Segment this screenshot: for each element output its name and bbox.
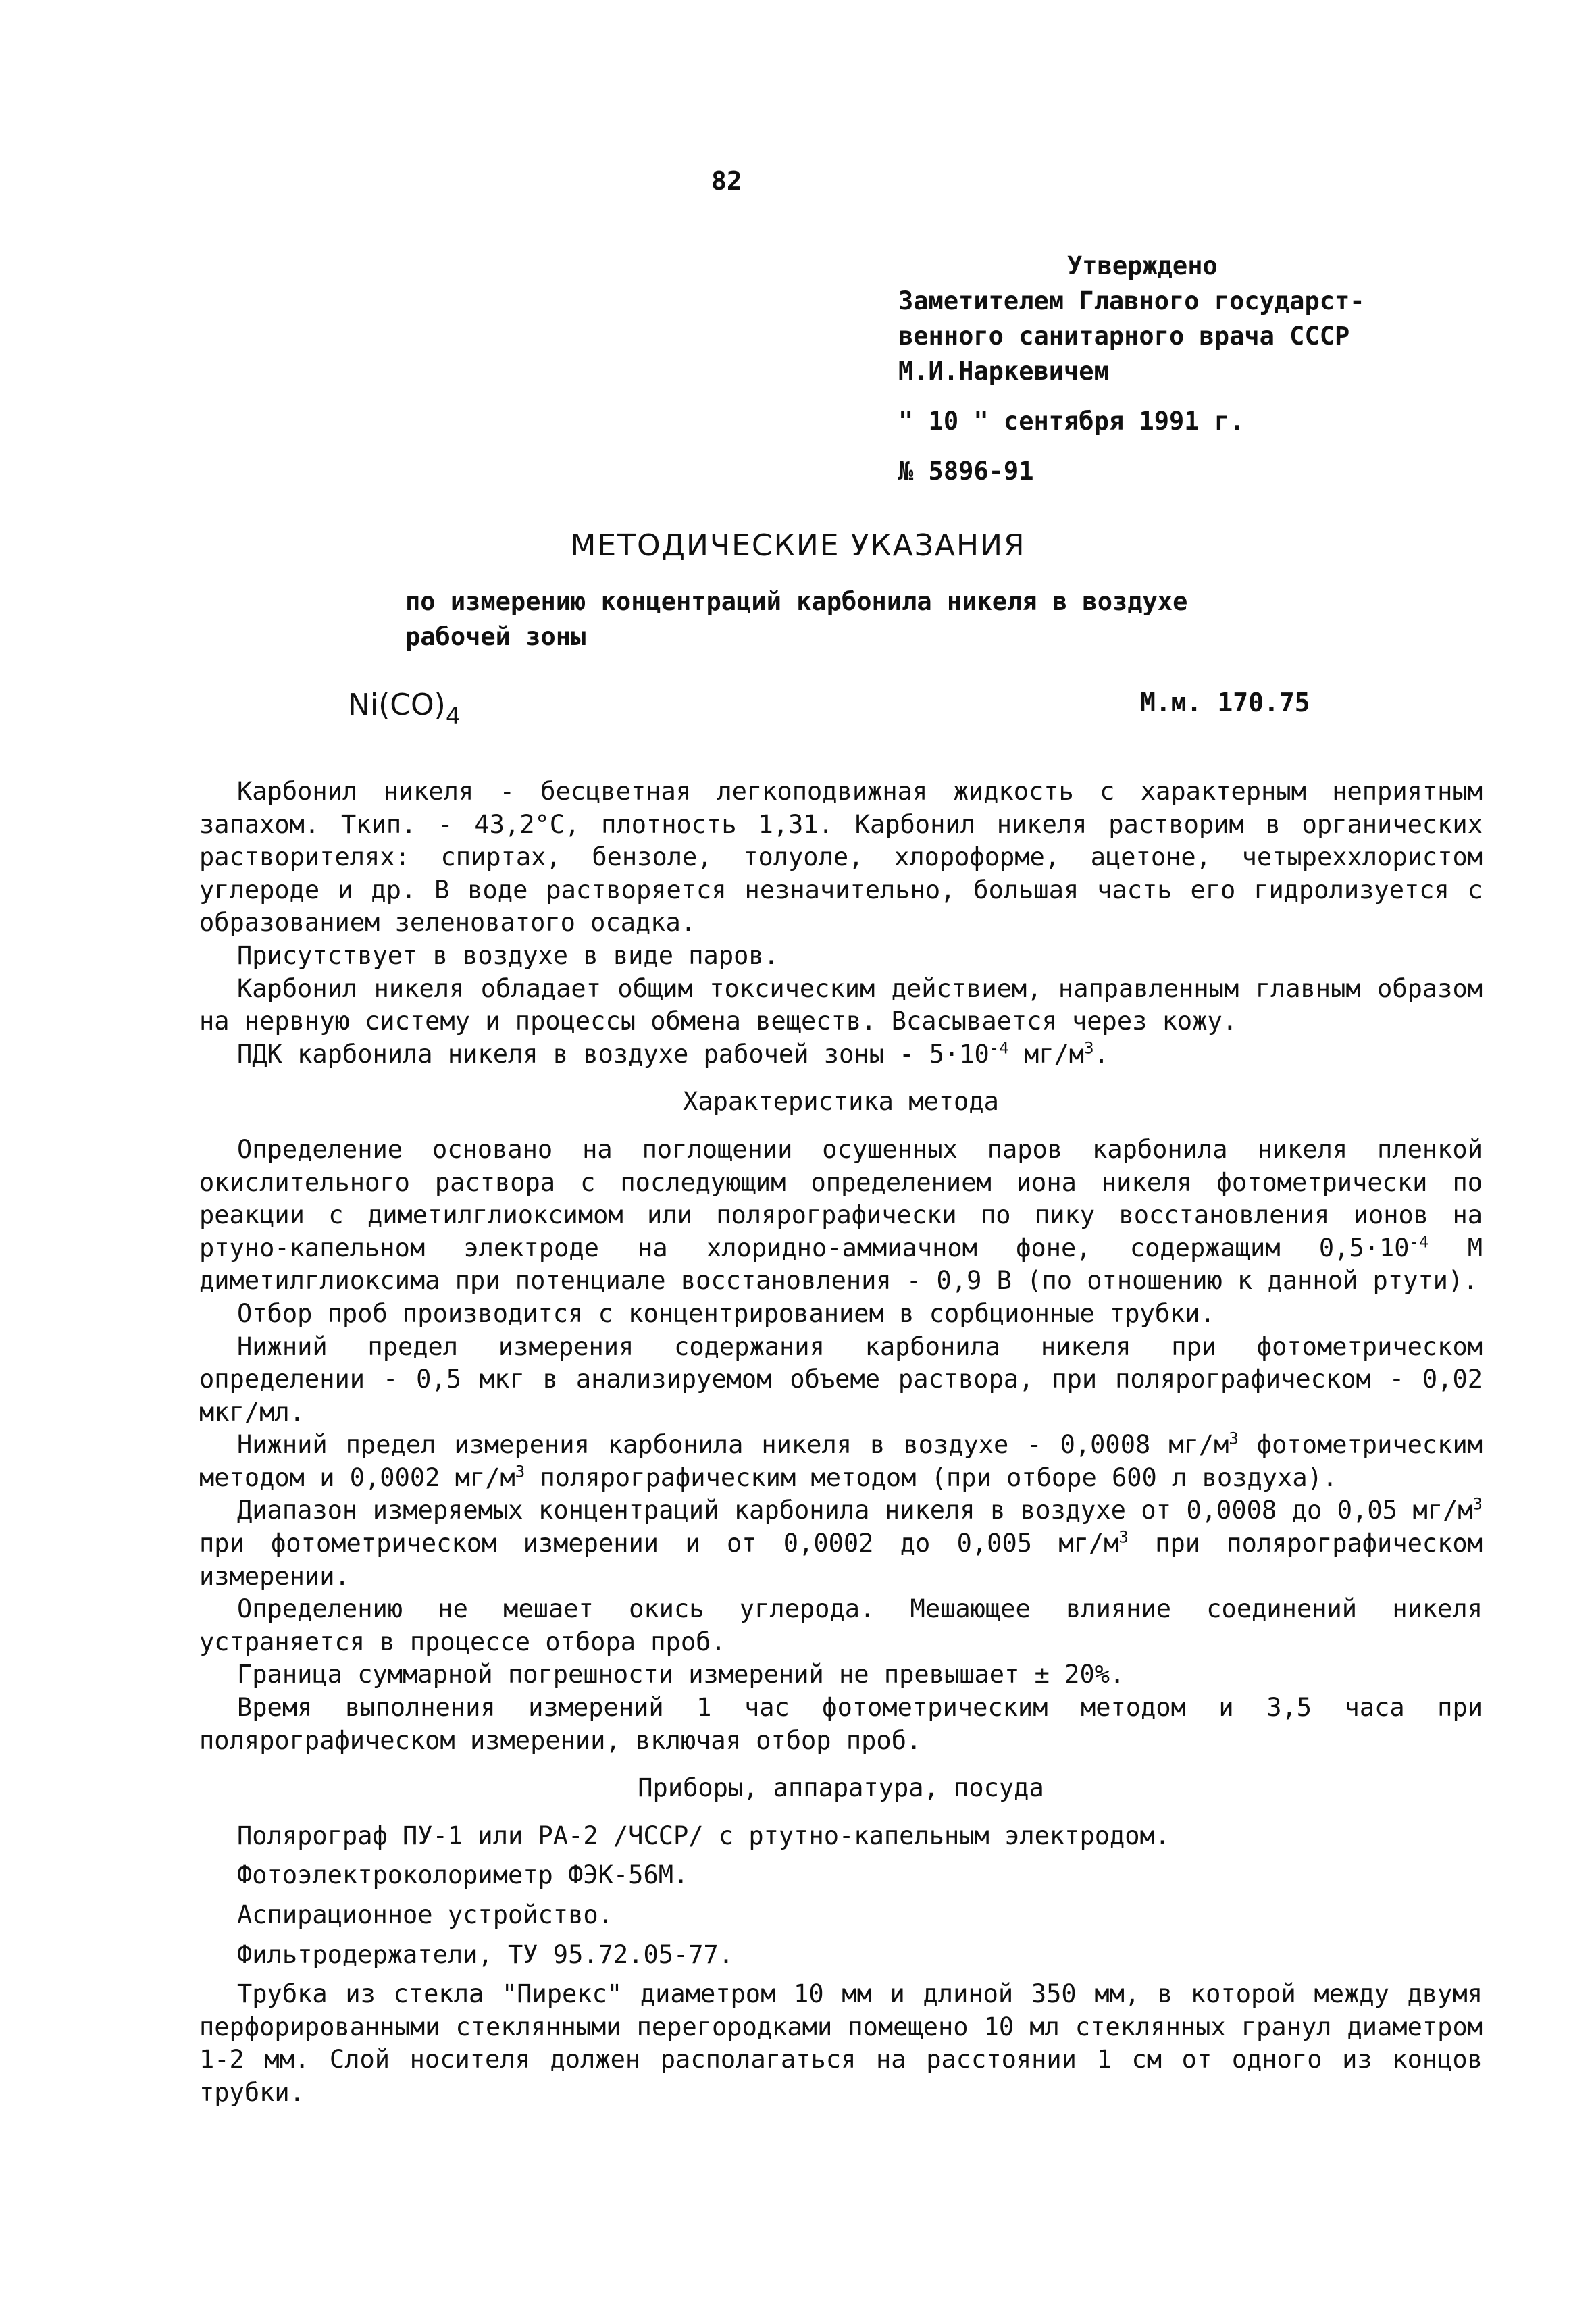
list-item: Фотоэлектроколориметр ФЭК-56М. <box>237 1860 689 1890</box>
method-paragraph: Отбор проб производится с концентрированием в сорбционные трубки. <box>237 1298 1215 1328</box>
chemical-formula <box>348 688 460 730</box>
approval-title: Утверждено <box>1067 251 1218 280</box>
intro-paragraph: Карбонил никеля обладает общим токсическим действием, направленным главным образом на нервную систему и процессы обмена веществ. Всасывается через кожу. <box>199 973 1483 1036</box>
approval-block <box>898 249 1439 489</box>
intro-paragraph: Присутствует в воздухе в виде паров. <box>237 940 779 970</box>
page-number: 82 <box>711 166 742 196</box>
list-item: Трубка из стекла "Пирекс" диаметром 10 мм и длиной 350 мм, в которой между двумя перфорированными стеклянными перегородками помещено 10 мл стеклянных гранул диаметром 1-2 мм. Слой носителя должен располагаться на расстоянии 1 см от одного из концов трубки. <box>199 1979 1483 2107</box>
approval-number: № 5896-91 <box>898 457 1034 486</box>
method-paragraph: Нижний предел измерения содержания карбонила никеля при фотометрическом определении - 0,5 мкг в анализируемом объеме раствора, при полярографическом - 0,02 мкг/мл. <box>199 1331 1483 1427</box>
pdk-paragraph: ПДК карбонила никеля в воздухе рабочей зоны - $5\cdot 10^{-4}$ $мг/м^3$. <box>237 1038 1109 1069</box>
method-paragraph: Определение основано на поглощении осушенных паров карбонила никеля пленкой окислительного раствора с последующим определением иона никеля фотометрически по реакции с диметилглиоксимом или полярографически по пику восстановления ионов на ртуно-капельном электроде на хлоридно-аммиачном фоне, содержащим $0,5\cdot 10^{-4}$ М диметилглиоксима при потенциале восстановления - 0,9 В (по отношению к данной ртути). <box>199 1134 1483 1296</box>
method-paragraph: Нижний предел измерения карбонила никеля в воздухе - 0,0008 $мг/м^3$ фотометрическим методом и 0,0002 $мг/м^3$ полярографическим методом (при отборе 600 л воздуха). <box>199 1429 1483 1492</box>
list-item: Аспирационное устройство. <box>237 1900 613 1929</box>
intro-paragraph: Карбонил никеля - бесцветная легкоподвижная жидкость с характерным неприятным запахом. Ткип. - 43,2°С, плотность 1,31. Карбонил никеля растворим в органических растворителях: спиртах, бензоле, толуоле, хлороформе, ацетоне, четыреххлористом углероде и др. В воде растворяется незначительно, большая часть его гидролизуется с образованием зеленоватого осадка. <box>199 777 1483 938</box>
document-body <box>199 776 1483 2116</box>
approval-date: " 10 " сентября 1991 г. <box>898 407 1245 436</box>
method-paragraph: Время выполнения измерений 1 час фотометрическим методом и 3,5 часа при полярографическом измерении, включая отбор проб. <box>199 1693 1483 1755</box>
method-paragraph: Диапазон измеряемых концентраций карбонила никеля в воздухе от 0,0008 до 0,05 $мг/м^3$ при фотометрическом измерении и от 0,0002 до 0,005 $мг/м^3$ при полярографическом измерении. <box>199 1495 1483 1591</box>
list-item: Полярограф ПУ-1 или РА-2 /ЧССР/ с ртутно-капельным электродом. <box>237 1821 1170 1850</box>
document-title: МЕТОДИЧЕСКИЕ УКАЗАНИЯ <box>570 528 1026 563</box>
formula-base: Ni(CO) <box>348 688 446 722</box>
approval-line-2: венного санитарного врача СССР <box>898 322 1350 351</box>
method-paragraph: Определению не мешает окись углерода. Мешающее влияние соединений никеля устраняется в процессе отбора проб. <box>199 1594 1483 1656</box>
equipment-list <box>199 1820 1483 2110</box>
list-item: Фильтродержатели, ТУ 95.72.05-77. <box>237 1939 734 1969</box>
approval-line-1: Заметителем Главного государст- <box>898 286 1365 315</box>
section-heading-equipment: Приборы, аппаратура, посуда <box>638 1773 1044 1803</box>
method-paragraph: Граница суммарной погрешности измерений не превышает ± 20%. <box>237 1660 1125 1689</box>
approval-line-3: М.И.Наркевичем <box>898 357 1109 386</box>
formula-subscript: 4 <box>445 703 461 730</box>
section-heading-method: Характеристика метода <box>683 1087 999 1117</box>
document-subtitle: по измерению концентраций карбонила никеля в воздухе рабочей зоны <box>405 587 1188 651</box>
molar-mass: М.м. 170.75 <box>1140 688 1310 717</box>
